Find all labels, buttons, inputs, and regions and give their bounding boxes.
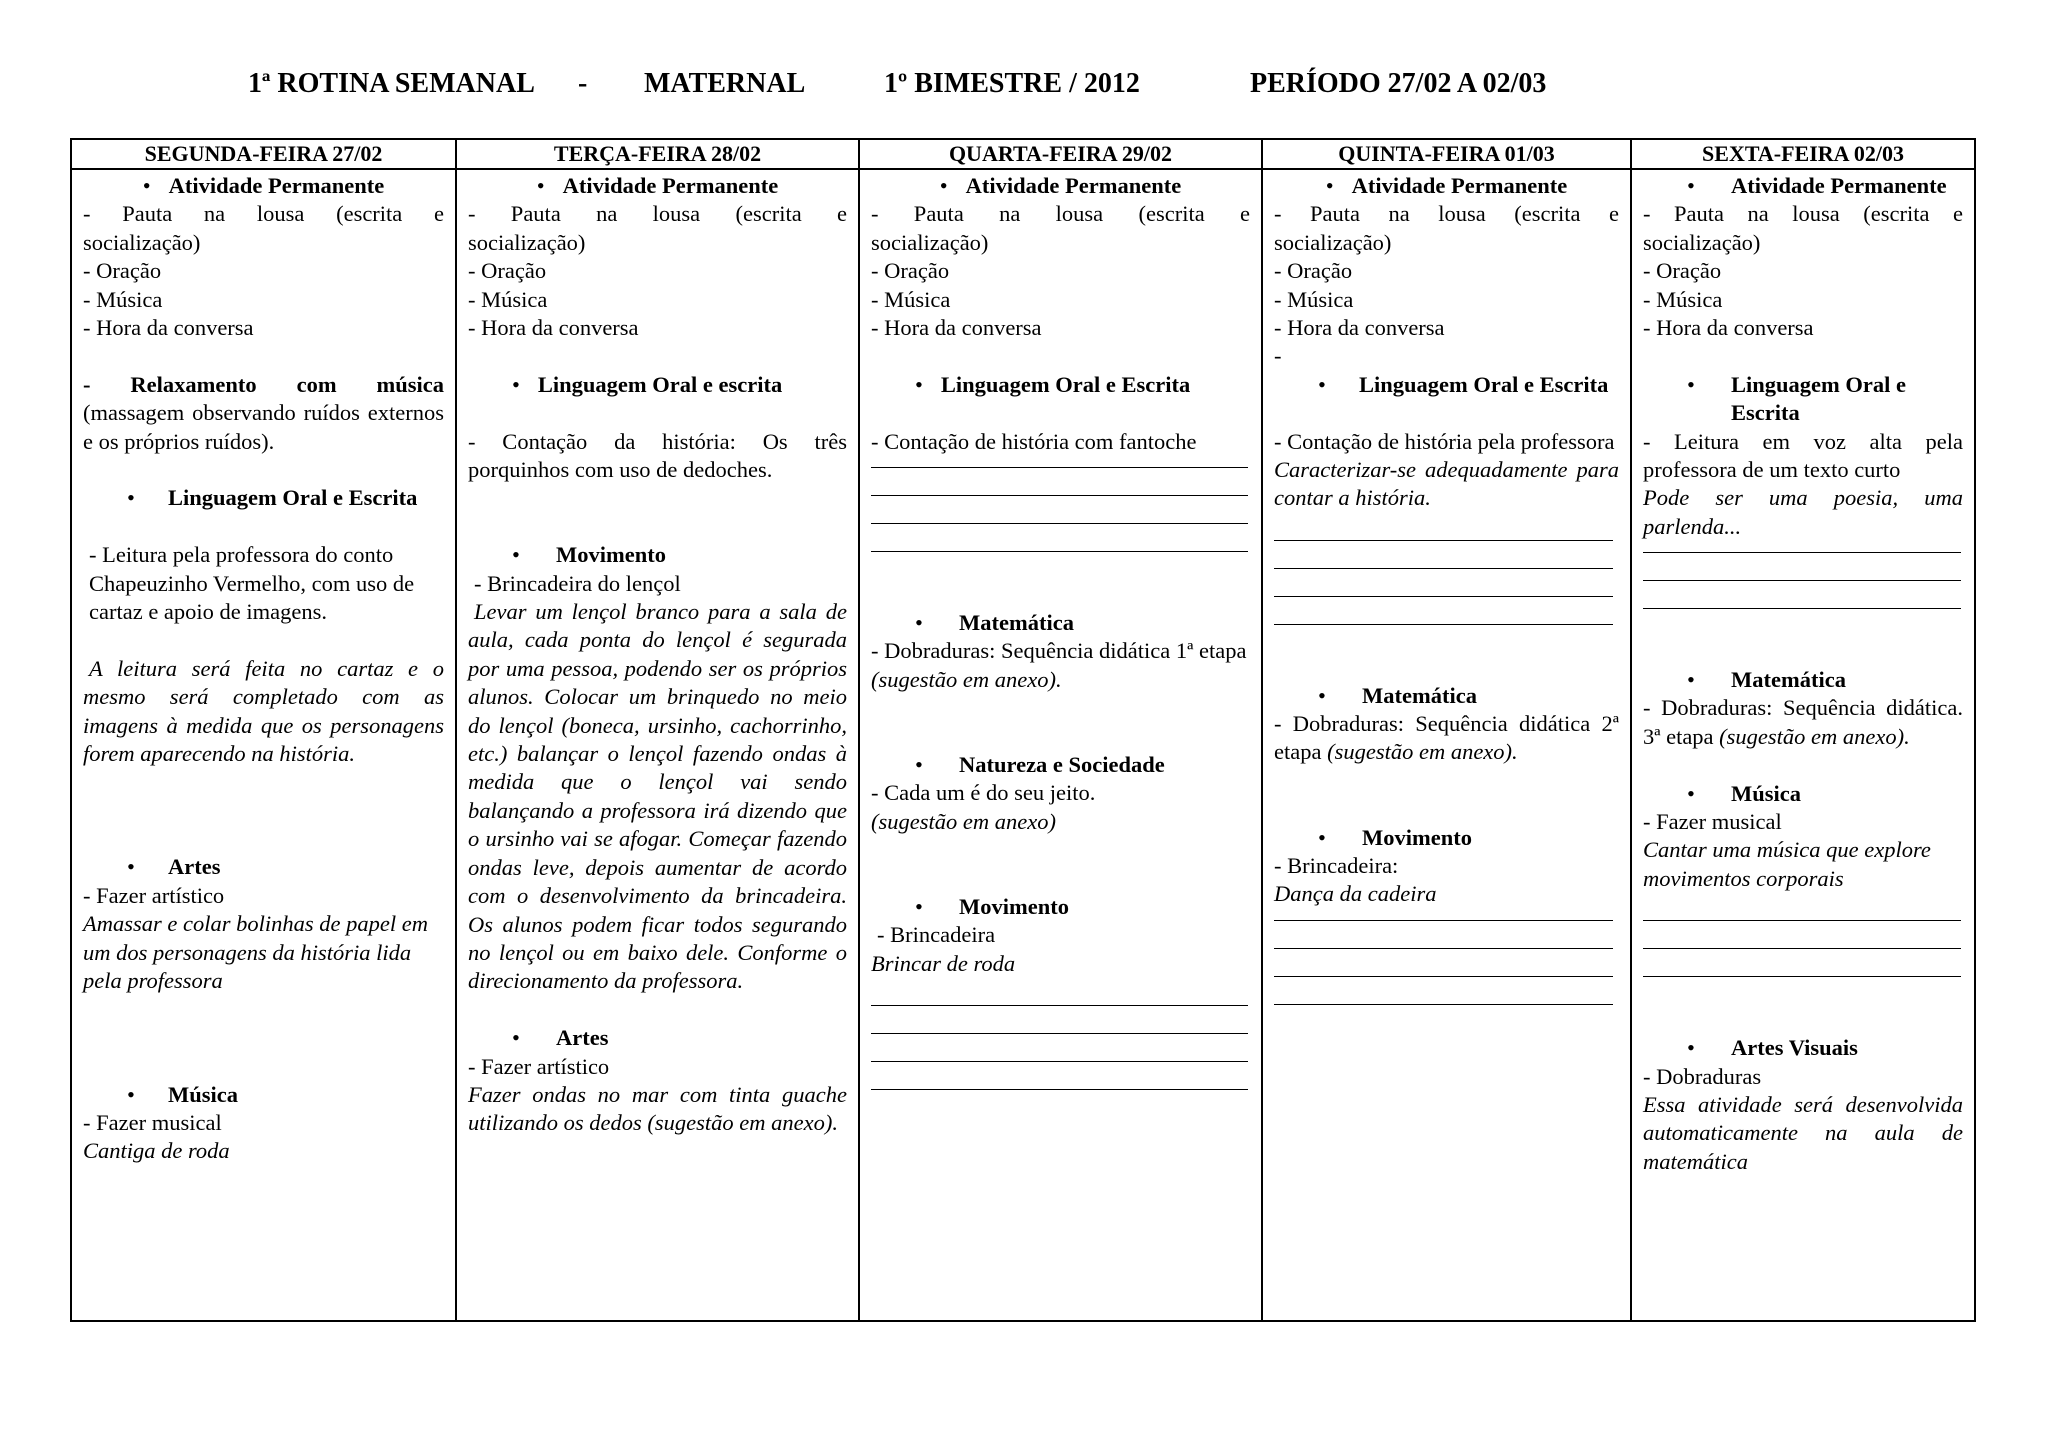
title-class: MATERNAL <box>644 68 806 99</box>
pauta-item: - Pauta na lousa (escrita e <box>1643 201 1963 227</box>
blank-writing-lines <box>871 456 1248 552</box>
visual-arts-heading: • Artes Visuais <box>1643 1034 1963 1062</box>
monday-column <box>72 140 457 1320</box>
visual-arts-description: - Dobraduras <box>1643 1063 1762 1089</box>
movement-description: - Brincadeira: <box>1274 853 1399 879</box>
prayer-item: - Oração <box>83 258 162 284</box>
arts-note: Fazer ondas no mar com tinta guache utilizando os dedos (sugestão em anexo). <box>468 1081 847 1136</box>
friday-header: SEXTA-FEIRA 02/03 <box>1632 140 1974 170</box>
bullet-icon: • <box>1687 780 1695 806</box>
conversation-item: - Hora da conversa <box>83 315 254 341</box>
music-description: - Fazer musical <box>1643 809 1782 835</box>
music-heading: • Música <box>1643 780 1963 808</box>
math-heading: • Matemática <box>871 609 1250 637</box>
language-description: - Contação da história: Os três porquinhos com uso de dedoches. <box>468 428 847 483</box>
language-description: - Contação de história pela professora <box>1274 428 1615 454</box>
title-term: 1º BIMESTRE / 2012 <box>884 68 1140 99</box>
oral-written-language-heading: • Linguagem Oral e Escrita <box>1274 371 1619 399</box>
language-description: - Contação de história com fantoche <box>871 428 1197 454</box>
arts-heading: • Artes <box>468 1024 847 1052</box>
oral-written-language-heading: • Linguagem Oral e escrita <box>512 371 783 397</box>
pauta-item: - Pauta na lousa (escrita e <box>468 201 847 227</box>
bullet-icon: • <box>512 371 520 397</box>
empty-dash-item: - <box>1274 343 1282 369</box>
bullet-icon: • <box>1318 682 1326 708</box>
music-note: Cantiga de roda <box>83 1138 230 1164</box>
blank-writing-lines <box>1274 909 1613 1005</box>
permanent-activity-heading: • Atividade Permanente <box>1325 173 1568 198</box>
bullet-icon: • <box>512 542 520 568</box>
tuesday-header: TERÇA-FEIRA 28/02 <box>457 140 858 170</box>
permanent-activity-heading: • Atividade Permanente <box>536 173 779 198</box>
nature-society-note: (sugestão em anexo) <box>871 808 1056 834</box>
bullet-icon: • <box>1687 371 1695 397</box>
movement-heading: • Movimento <box>871 893 1250 921</box>
bullet-icon: • <box>1687 173 1695 198</box>
bullet-icon: • <box>915 751 923 777</box>
movement-note: Dança da cadeira <box>1274 881 1437 907</box>
page-title <box>0 68 2048 108</box>
monday-header: SEGUNDA-FEIRA 27/02 <box>72 140 455 170</box>
title-routine: 1ª ROTINA SEMANAL <box>248 68 535 99</box>
bullet-icon: • <box>915 893 923 919</box>
title-dash: - <box>578 68 588 99</box>
bullet-icon: • <box>127 485 135 511</box>
oral-written-language-heading: • Linguagem Oral e Escrita <box>83 484 444 512</box>
prayer-item: - Oração <box>1274 258 1353 284</box>
bullet-icon: • <box>512 1025 520 1051</box>
bullet-icon: • <box>142 173 151 198</box>
pauta-item: - Pauta na lousa (escrita e <box>871 201 1250 227</box>
visual-arts-note: Essa atividade será desenvolvida automaticamente na aula de matemática <box>1643 1091 1963 1174</box>
weekly-schedule-table <box>70 138 1976 1322</box>
arts-note: Amassar e colar bolinhas de papel em um dos personagens da história lida pela professora <box>83 911 428 994</box>
bullet-icon: • <box>915 371 923 397</box>
thursday-column <box>1263 140 1632 1320</box>
conversation-item: - Hora da conversa <box>468 315 639 341</box>
music-item: - Música <box>871 286 951 312</box>
blank-writing-lines <box>1643 541 1961 609</box>
math-note: (sugestão em anexo). <box>871 666 1062 692</box>
wednesday-column <box>860 140 1263 1320</box>
conversation-item: - Hora da conversa <box>1643 315 1814 341</box>
language-description: - Leitura em voz alta pela professora de um texto curto <box>1643 428 1963 483</box>
music-item: - Música <box>1274 286 1354 312</box>
bullet-icon: • <box>1687 667 1695 693</box>
wednesday-header: QUARTA-FEIRA 29/02 <box>860 140 1261 170</box>
math-description: - Dobraduras: Sequência didática. 3ª etapa (sugestão em anexo). <box>1643 695 1963 749</box>
bullet-icon: • <box>127 854 135 880</box>
math-note: (sugestão em anexo). <box>1719 723 1910 749</box>
nature-society-heading: • Natureza e Sociedade <box>871 751 1250 779</box>
language-note: A leitura será feita no cartaz e o mesmo será completado com as imagens à medida que os personagens forem aparecendo na história. <box>83 655 444 767</box>
pauta-item-cont: socialização) <box>83 229 201 255</box>
blank-writing-lines <box>1274 513 1613 625</box>
bullet-icon: • <box>939 173 948 198</box>
bullet-icon: • <box>915 609 923 635</box>
movement-heading: • Movimento <box>1274 824 1619 852</box>
bullet-icon: • <box>1325 173 1334 198</box>
tuesday-column <box>457 140 860 1320</box>
relaxation-heading: - Relaxamento com música <box>83 371 444 397</box>
blank-writing-lines <box>1643 893 1961 977</box>
music-description: - Fazer musical <box>83 1109 222 1135</box>
bullet-icon: • <box>536 173 545 198</box>
pauta-item-cont: socialização) <box>1643 229 1761 255</box>
movement-note: Brincar de roda <box>871 950 1016 976</box>
bullet-icon: • <box>127 1081 135 1107</box>
pauta-item-cont: socialização) <box>468 229 586 255</box>
pauta-item: - Pauta na lousa (escrita e <box>1274 201 1619 227</box>
oral-written-language-heading: • Linguagem Oral e Escrita <box>1687 371 1906 426</box>
conversation-item: - Hora da conversa <box>871 315 1042 341</box>
arts-description: - Fazer artístico <box>83 882 225 908</box>
math-heading: • Matemática <box>1643 666 1963 694</box>
language-note: Caracterizar-se adequadamente para contar a história. <box>1274 457 1619 511</box>
relaxation-description: (massagem observando ruídos externos e os próprios ruídos). <box>83 400 444 454</box>
language-description: - Leitura pela professora do conto Chapeuzinho Vermelho, com uso de cartaz e apoio de imagens. <box>89 542 415 625</box>
oral-written-language-heading: • Linguagem Oral e Escrita <box>915 371 1191 397</box>
math-heading: • Matemática <box>1274 682 1619 710</box>
friday-column <box>1632 140 1974 1320</box>
music-note: Cantar uma música que explore movimentos corporais <box>1643 837 1931 891</box>
conversation-item: - Hora da conversa <box>1274 315 1445 341</box>
movement-note: Levar um lençol branco para a sala de aula, cada ponta do lençol é segurada por uma pessoa, podendo ser os próprios alunos. Colocar um brinquedo no meio do lençol (boneca, ursinho, cachorrinho, etc.) balançar o lençol fazendo ondas à medida que o lençol vai sendo balançando a professora irá dizendo que o ursinho vai se afogar. Começar fazendo ondas leve, depois aumentar de acordo com o desenvolvimento da brincadeira. Os alunos podem ficar todos segurando no lençol ou em baixo dele. Conforme o direcionamento da professora. <box>468 599 847 994</box>
music-heading: • Música <box>83 1081 444 1109</box>
music-item: - Música <box>468 286 548 312</box>
pauta-item: - Pauta na lousa (escrita e <box>83 201 444 227</box>
math-description: - Dobraduras: Sequência didática 1ª etapa (sugestão em anexo). <box>871 638 1247 692</box>
math-description: - Dobraduras: Sequência didática 2ª etapa (sugestão em anexo). <box>1274 711 1619 765</box>
pauta-item-cont: socialização) <box>871 229 989 255</box>
movement-description: - Brincadeira <box>877 922 996 948</box>
music-item: - Música <box>1643 286 1723 312</box>
title-period: PERÍODO 27/02 A 02/03 <box>1250 68 1547 99</box>
bullet-icon: • <box>1318 824 1326 850</box>
thursday-header: QUINTA-FEIRA 01/03 <box>1263 140 1630 170</box>
arts-description: - Fazer artístico <box>468 1053 610 1079</box>
movement-description: - Brincadeira do lençol <box>474 570 681 596</box>
math-note: (sugestão em anexo). <box>1327 739 1518 765</box>
language-note: Pode ser uma poesia, uma parlenda... <box>1643 485 1963 539</box>
pauta-item-cont: socialização) <box>1274 229 1392 255</box>
music-item: - Música <box>83 286 163 312</box>
bullet-icon: • <box>1318 371 1326 397</box>
bullet-icon: • <box>1687 1035 1695 1061</box>
arts-heading: • Artes <box>83 853 444 881</box>
prayer-item: - Oração <box>468 258 547 284</box>
movement-heading: • Movimento <box>468 541 847 569</box>
blank-writing-lines <box>871 978 1248 1090</box>
permanent-activity-heading: • Atividade Permanente <box>1643 172 1963 200</box>
prayer-item: - Oração <box>871 258 950 284</box>
prayer-item: - Oração <box>1643 258 1722 284</box>
permanent-activity-heading: • Atividade Permanente <box>939 173 1182 198</box>
nature-society-description: - Cada um é do seu jeito. <box>871 780 1096 806</box>
permanent-activity-heading: • Atividade Permanente <box>142 173 385 198</box>
